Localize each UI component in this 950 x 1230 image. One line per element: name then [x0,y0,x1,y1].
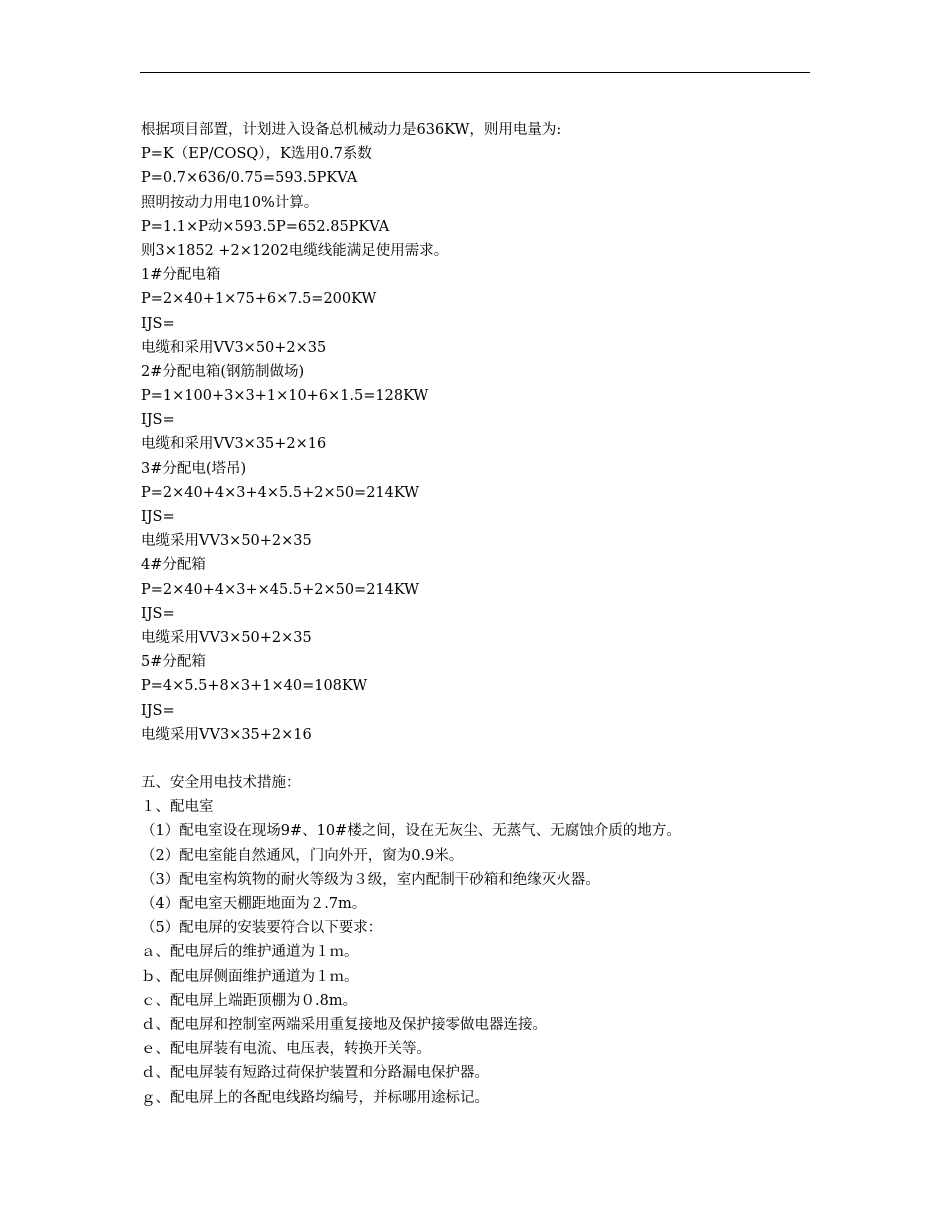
text-line: P=K（EP/COSQ），K选用0.7系数 [141,146,372,163]
text-line: 电缆和采用VV3×50+2×35 [141,339,327,356]
text-line: 电缆采用VV3×50+2×35 [141,533,312,550]
text-line: IJS= [141,605,175,622]
text-line: P=2×40+4×3+×45.5+2×50=214KW [141,581,420,598]
text-line: 根据项目部置，计划进入设备总机械动力是636KW，则用电量为: [141,122,562,138]
text-line: 电缆采用VV3×35+2×16 [141,726,312,743]
document-body [141,118,841,1110]
text-line: IJS= [141,412,175,429]
text-line: P=1×100+3×3+1×10+6×1.5=128KW [141,388,429,405]
text-line: IJS= [141,509,175,525]
text-line: （5）配电屏的安装要符合以下要求： [141,920,383,937]
text-line: 2#分配电箱(钢筋制做场) [141,363,305,380]
text-line: （3）配电室构筑物的耐火等级为３级，室内配制干砂箱和绝缘灭火器。 [141,871,600,888]
text-line: P=2×40+4×3+4×5.5+2×50=214KW [141,484,420,501]
text-line: 照明按动力用电10%计算。 [141,194,319,211]
safety-measures-section [141,771,841,1110]
text-line: 电缆采用VV3×50+2×35 [141,629,312,646]
text-line: P=0.7×636/0.75=593.5PKVA [141,170,358,187]
subsection-heading: １、配电室 [141,799,214,816]
header-rule [140,72,810,73]
text-line: （4）配电室天棚距地面为２.7m。 [141,896,367,912]
text-line: 则3×1852 +2×1202电缆线能满足使用需求。 [141,242,449,259]
text-line: ｇ、配电屏上的各配电线路均编号，并标哪用途标记。 [141,1089,489,1106]
text-line: 3#分配电(塔吊) [141,460,247,477]
text-line: 1#分配电箱 [141,267,221,284]
text-line: ｄ、配电屏和控制室两端采用重复接地及保护接零做电器连接。 [141,1016,547,1033]
text-line: P=1.1×P动×593.5P=652.85PKVA [141,218,390,235]
paragraph-spacer [141,747,841,771]
text-line: ａ、配电屏后的维护通道为１ｍ。 [141,944,359,961]
text-line: 电缆和采用VV3×35+2×16 [141,436,327,453]
text-line: IJS= [141,702,175,719]
text-line: 5#分配箱 [141,654,206,671]
text-line: ｅ、配电屏装有电流、电压表，转换开关等。 [141,1041,431,1058]
text-line: ｂ、配电屏侧面维护通道为１ｍ。 [141,968,359,985]
text-line: （1）配电室设在现场9#、10#楼之间，设在无灰尘、无蒸气、无腐蚀介质的地方。 [141,823,681,840]
text-line: （2）配电室能自然通风，门向外开，窗为0.9米。 [141,847,464,864]
text-line: P=2×40+1×75+6×7.5=200KW [141,291,377,308]
text-line: ｃ、配电屏上端距顶棚为０.8m。 [141,992,358,1009]
power-calculation-section [141,118,841,747]
text-line: 4#分配箱 [141,557,206,574]
text-line: IJS= [141,315,175,332]
text-line: P=4×5.5+8×3+1×40=108KW [141,678,368,695]
text-line: ｄ、配电屏装有短路过荷保护装置和分路漏电保护器。 [141,1065,489,1082]
section-heading: 五、安全用电技术措施： [141,775,301,792]
